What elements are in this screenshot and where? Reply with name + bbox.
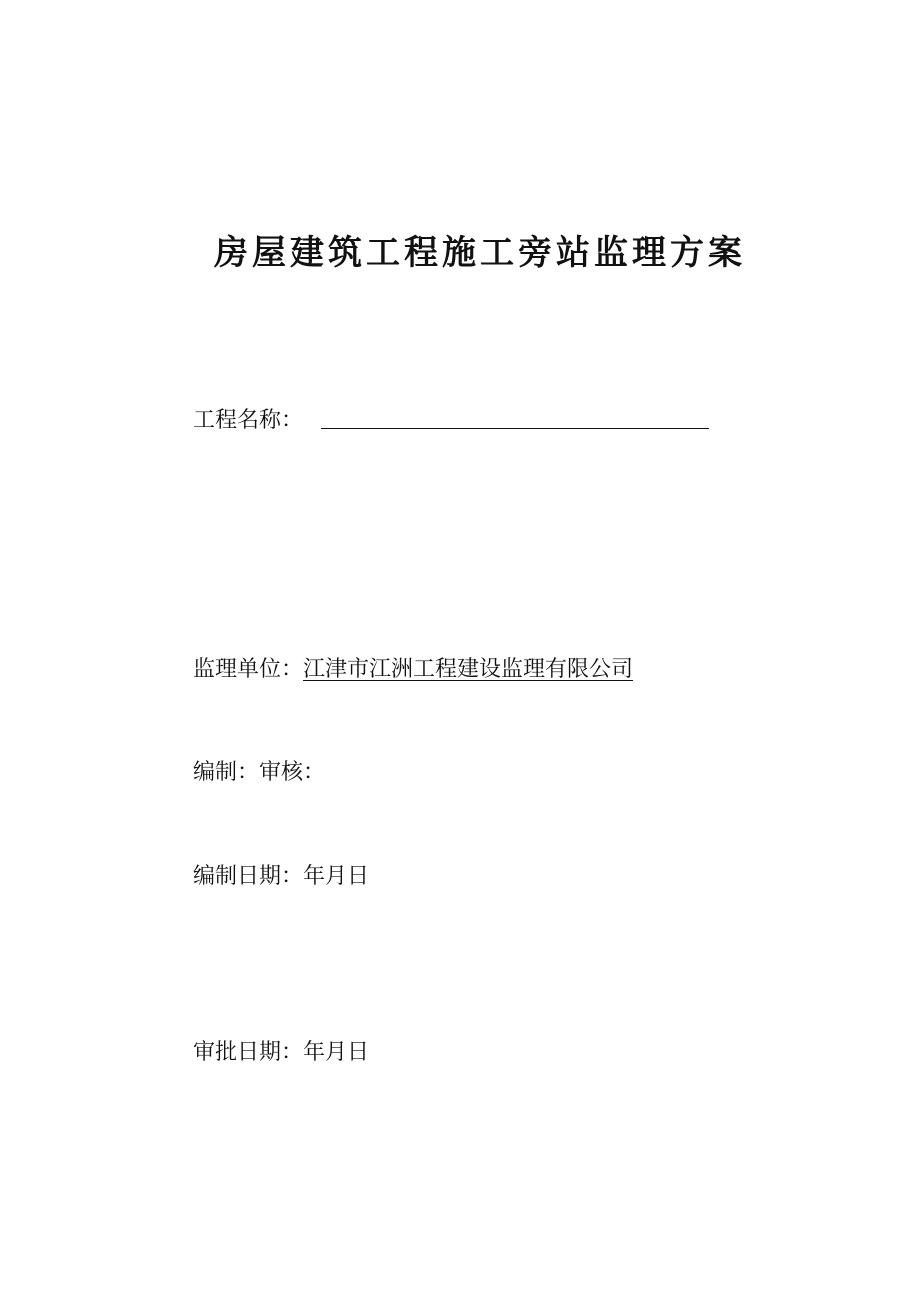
approved-date-row: [193, 1038, 369, 1068]
supervision-unit-value: 江津市江洲工程建设监理有限公司: [303, 657, 634, 682]
prepared-date-label: 编制日期：: [193, 864, 304, 889]
approved-date-value: 年月日: [303, 1040, 370, 1065]
document-title: 房屋建筑工程施工旁站监理方案: [214, 232, 746, 273]
approved-date-label: 审批日期：: [193, 1040, 304, 1065]
project-name-label: 工程名称：: [193, 408, 304, 433]
prepared-date-value: 年月日: [303, 864, 370, 889]
prepared-date-row: [193, 862, 369, 892]
supervision-unit-row: [193, 655, 633, 685]
prepared-reviewed-row: [193, 758, 325, 788]
project-name-row: [193, 406, 709, 436]
supervision-unit-label: 监理单位：: [193, 657, 304, 682]
project-name-blank-line: [321, 427, 709, 429]
prepared-reviewed-label: 编制：审核：: [193, 760, 326, 785]
